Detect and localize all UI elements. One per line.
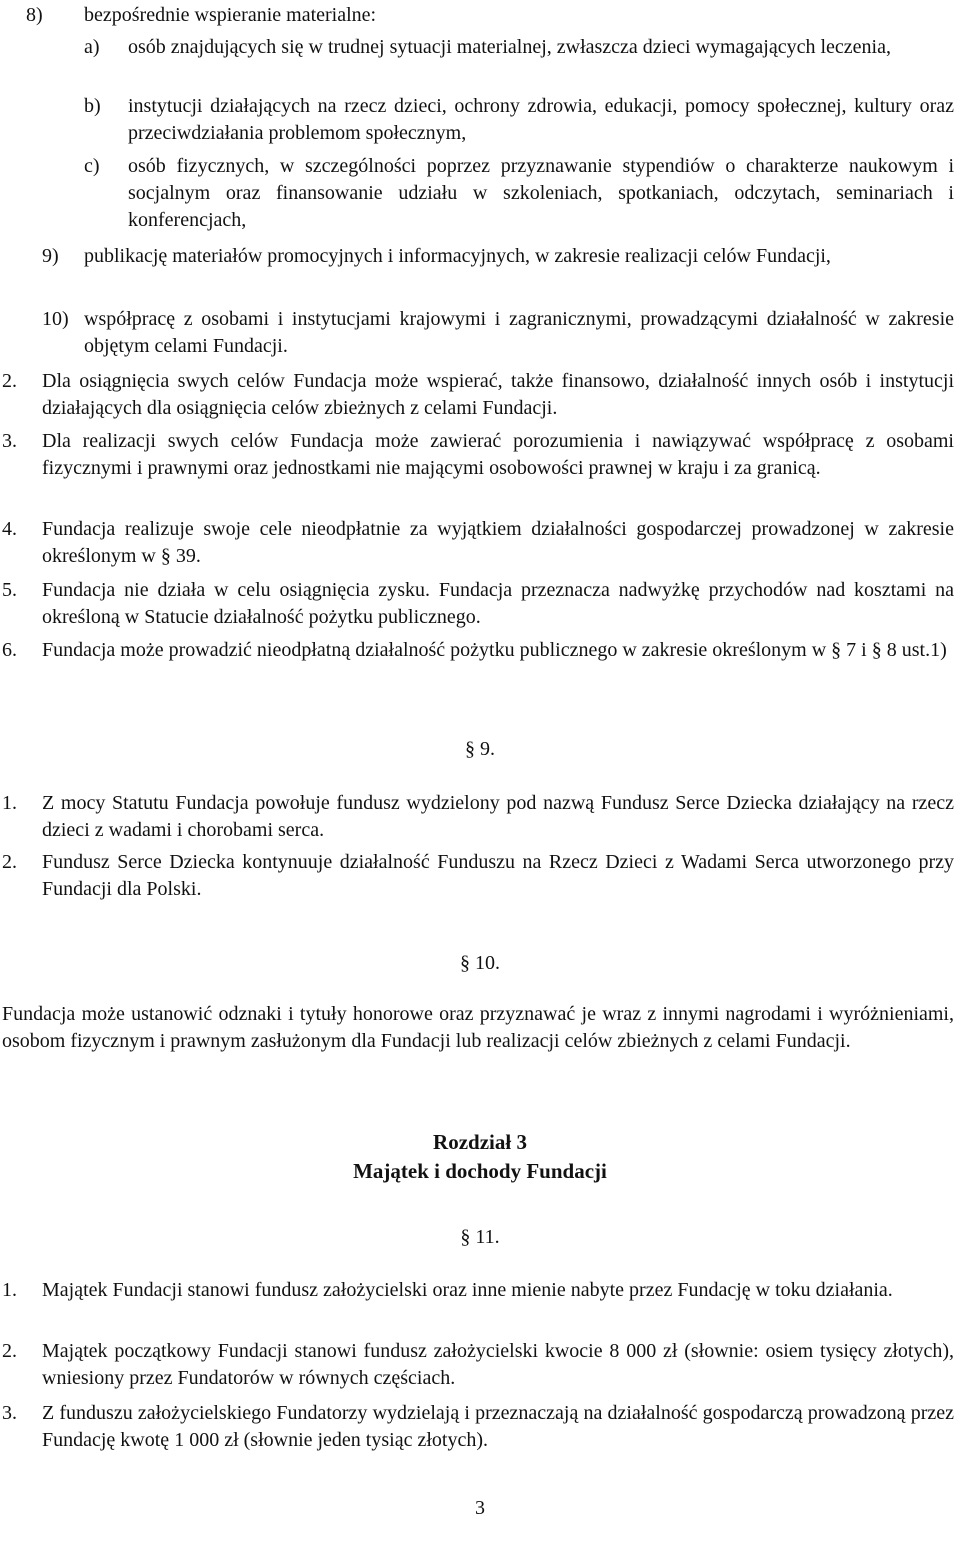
section-number: 1. [2,1279,17,1301]
page-number: 3 [475,1497,485,1519]
section-paragraph: Dla realizacji swych celów Fundacja może zawierać porozumienia i nawiązywać współpracę z osobami fizycznymi i prawnymi oraz jednostkami nie mającymi osobowości prawnej w kraju i za granicą. [42,430,954,479]
section-number: 1. [2,792,17,814]
section-number: 2. [2,1340,17,1362]
sublist-label-a: a) [84,36,100,58]
sublist-item-a: osób znajdujących się w trudnej sytuacji materialnej, zwłaszcza dzieci wymagających leczenia, [128,36,891,58]
paragraph-heading-10: § 10. [460,952,500,974]
section-number: 6. [2,639,17,661]
list-number-9: 9) [42,245,59,267]
section-number: 4. [2,518,17,540]
sublist-label-b: b) [84,95,101,117]
list-item-10: współpracę z osobami i instytucjami krajowymi i zagranicznymi, prowadzącymi działalność w zakresie objętym celami Fundacji. [84,308,954,357]
section-paragraph: Z funduszu założycielskiego Fundatorzy wydzielają i przeznaczają na działalność gospodarczą prowadzoną przez Fundację kwotę 1 000 zł (słownie jeden tysiąc złotych). [42,1402,954,1451]
list-number-8: 8) [26,4,43,26]
section-number: 2. [2,370,17,392]
section-paragraph: Majątek początkowy Fundacji stanowi fundusz założycielski kwocie 8 000 zł (słownie: osiem tysięcy złotych), wniesiony przez Fundatorów w równych częściach. [42,1340,954,1389]
paragraph-10-text: Fundacja może ustanowić odznaki i tytuły honorowe oraz przyznawać je wraz z innymi nagrodami i wyróżnieniami, osobom fizycznym i prawnym zasłużonym dla Fundacji lub realizacji celów zbieżnych z celami Fundacji. [2,1003,954,1052]
section-paragraph: Z mocy Statutu Fundacja powołuje fundusz wydzielony pod nazwą Fundusz Serce Dziecka działający na rzecz dzieci z wadami i chorobami serca. [42,792,954,841]
section-paragraph: Fundacja może prowadzić nieodpłatną działalność pożytku publicznego w zakresie określonym w § 7 i § 8 ust.1) [42,639,947,661]
section-number: 3. [2,1402,17,1424]
section-number: 5. [2,579,17,601]
list-number-10: 10) [42,308,69,330]
paragraph-heading-11: § 11. [460,1226,500,1248]
list-item-8-intro: bezpośrednie wspieranie materialne: [84,4,377,26]
section-paragraph: Fundacja realizuje swoje cele nieodpłatnie za wyjątkiem działalności gospodarczej prowadzonej w zakresie określonym w § 39. [42,518,954,567]
list-item-9: publikację materiałów promocyjnych i informacyjnych, w zakresie realizacji celów Fundacji, [84,245,831,267]
chapter-title: Rozdział 3 [433,1130,527,1154]
section-paragraph: Fundusz Serce Dziecka kontynuuje działalność Funduszu na Rzecz Dzieci z Wadami Serca utworzonego przy Fundacji dla Polski. [42,851,954,900]
section-paragraph: Fundacja nie działa w celu osiągnięcia zysku. Fundacja przeznacza nadwyżkę przychodów nad kosztami na określoną w Statucie działalność pożytku publicznego. [42,579,954,628]
section-number: 2. [2,851,17,873]
section-paragraph: Dla osiągnięcia swych celów Fundacja może wspierać, także finansowo, działalność innych osób i instytucji działających dla osiągnięcia celów zbieżnych z celami Fundacji. [42,370,954,419]
section-paragraph: Majątek Fundacji stanowi fundusz założycielski oraz inne mienie nabyte przez Fundację w toku działania. [42,1279,893,1301]
paragraph-heading-9: § 9. [465,738,495,760]
sublist-label-c: c) [84,155,100,177]
sublist-item-b: instytucji działających na rzecz dzieci, ochrony zdrowia, edukacji, pomocy społecznej, kultury oraz przeciwdziałania problemom społecznym, [128,95,954,144]
section-number: 3. [2,430,17,452]
chapter-subtitle: Majątek i dochody Fundacji [353,1159,607,1183]
sublist-item-c: osób fizycznych, w szczególności poprzez przyznawanie stypendiów o charakterze naukowym i socjalnym oraz finansowanie udziału w szkoleniach, spotkaniach, odczytach, seminariach i konferencjach, [128,155,954,231]
